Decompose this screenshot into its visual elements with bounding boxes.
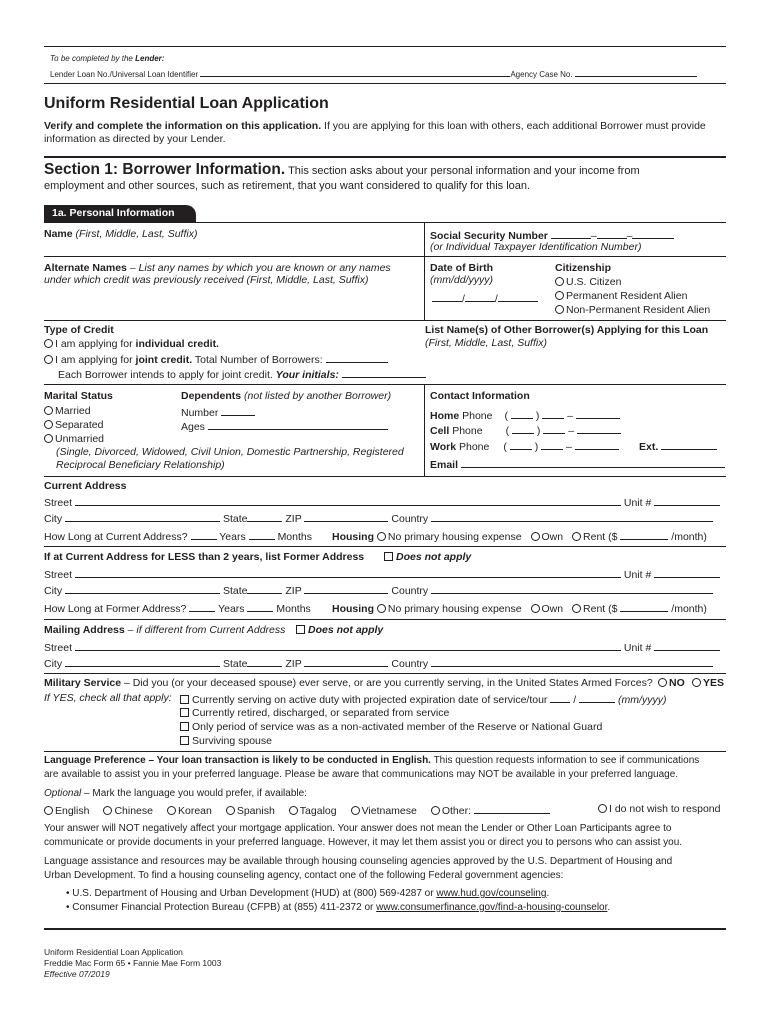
radio-icon xyxy=(692,678,701,687)
radio-icon xyxy=(555,305,564,314)
rule-credit xyxy=(44,320,726,321)
radio-icon xyxy=(572,604,581,613)
dependents-number-field[interactable]: Number xyxy=(181,405,255,419)
checkbox-icon xyxy=(180,695,189,704)
military-surviving-spouse-checkbox[interactable]: Surviving spouse xyxy=(180,735,272,747)
language-question-line2: are available to assist you in your preferred language. Please be aware that communications may NOT be available in your preferred language. xyxy=(44,769,679,780)
language-notice-1: Your answer will NOT negatively affect your mortgage application. Your answer does not mean the Lender or Other Loan Participants agree to xyxy=(44,823,672,834)
radio-icon xyxy=(572,532,581,541)
rule-former xyxy=(44,546,726,547)
name-bottom-rule xyxy=(44,256,424,257)
current-city-field[interactable]: City State ZIP Country xyxy=(44,511,713,525)
mailing-city-field[interactable]: City State ZIP Country xyxy=(44,656,713,670)
unmarried-hint: (Single, Divorced, Widowed, Civil Union, Domestic Partnership, Registered xyxy=(56,446,404,458)
military-question: Military Service – Did you (or your deceased spouse) ever serve, or are you currently serving, in the United States Armed Forces? xyxy=(44,677,653,689)
footer-forms: Freddie Mac Form 65 • Fannie Mae Form 1003 xyxy=(44,958,222,968)
radio-icon xyxy=(44,806,53,815)
lender-box-top-border xyxy=(44,46,726,47)
rule-mailing xyxy=(44,619,726,620)
citizenship-permanent-radio[interactable]: Permanent Resident Alien xyxy=(555,290,687,302)
mailing-address-label: Mailing Address – if different from Current Address xyxy=(44,624,286,636)
radio-icon xyxy=(531,604,540,613)
rule-marital xyxy=(44,384,438,385)
footer-effective: Effective 07/2019 xyxy=(44,969,110,979)
radio-icon xyxy=(598,804,607,813)
cfpb-contact: • Consumer Financial Protection Bureau (CFPB) at (855) 411-2372 or www.consumerfinance.gov/find-a-housing-counselor. xyxy=(66,902,611,913)
language-spanish-radio[interactable]: Spanish xyxy=(226,805,275,817)
section-rule xyxy=(44,156,726,158)
cfpb-link[interactable]: www.consumerfinance.gov/find-a-housing-counselor xyxy=(376,902,608,913)
individual-credit-radio[interactable]: I am applying for individual credit. xyxy=(44,338,219,350)
alternate-names-hint: under which credit was previously received (First, Middle, Last, Suffix) xyxy=(44,274,369,286)
language-question: Language Preference – Your loan transaction is likely to be conducted in English. This question requests information to see if communications xyxy=(44,755,700,766)
checkbox-icon xyxy=(180,736,189,745)
language-notice-2: Language assistance and resources may be available through housing counseling agencies approved by the U.S. Department of Housing and xyxy=(44,856,673,867)
section-title: Section 1: Borrower Information. This section asks about your personal information and your income from xyxy=(44,161,640,178)
language-options xyxy=(44,803,550,817)
rule-contact xyxy=(424,384,726,385)
radio-icon xyxy=(377,532,386,541)
divider-name-ssn xyxy=(424,222,425,320)
mailing-not-apply-checkbox[interactable]: Does not apply xyxy=(296,624,383,636)
checkbox-icon xyxy=(384,552,393,561)
radio-icon xyxy=(289,806,298,815)
dependents-ages-field[interactable]: Ages xyxy=(181,419,388,433)
radio-icon xyxy=(658,678,667,687)
radio-icon xyxy=(351,806,360,815)
footer-title: Uniform Residential Loan Application xyxy=(44,947,183,957)
intro-text: Verify and complete the information on this application. If you are applying for this loan with others, each additional Borrower must provide xyxy=(44,120,706,132)
checkbox-icon xyxy=(296,625,305,634)
tab-rule xyxy=(44,222,726,223)
form-title: Uniform Residential Loan Application xyxy=(44,95,329,112)
footer-rule xyxy=(44,928,726,930)
home-phone-field[interactable]: Home Phone ( ) – xyxy=(430,408,620,422)
rule-current-address xyxy=(44,476,726,477)
radio-icon xyxy=(44,355,53,364)
marital-status-label: Marital Status xyxy=(44,390,113,402)
military-if-yes: If YES, check all that apply: xyxy=(44,692,172,704)
ssn-field[interactable]: Social Security Number – – xyxy=(430,228,674,242)
mailing-street-field[interactable]: Street Unit # xyxy=(44,640,720,654)
former-housing-options[interactable]: Housing No primary housing expense Own Rent ($ /month) xyxy=(332,603,707,615)
military-yes-radio[interactable]: YES xyxy=(692,677,724,689)
former-city-field[interactable]: City State ZIP Country xyxy=(44,583,713,597)
current-how-long-field[interactable]: How Long at Current Address? Years Months xyxy=(44,531,312,543)
language-korean-radio[interactable]: Korean xyxy=(167,805,212,817)
unmarried-hint-2: Reciprocal Beneficiary Relationship) xyxy=(56,459,225,471)
radio-icon xyxy=(103,806,112,815)
hud-link[interactable]: www.hud.gov/counseling xyxy=(436,888,547,899)
contact-label: Contact Information xyxy=(430,390,530,402)
joint-credit-radio[interactable]: I am applying for joint credit. Total Number of Borrowers: xyxy=(44,352,388,366)
current-housing-options[interactable]: Housing No primary housing expense Own Rent ($ /month) xyxy=(332,531,707,543)
radio-icon xyxy=(44,434,53,443)
section-1a-tab: 1a. Personal Information xyxy=(44,205,196,222)
language-no-response-radio[interactable]: I do not wish to respond xyxy=(598,803,721,815)
radio-icon xyxy=(377,604,386,613)
lender-box-bottom-border xyxy=(44,83,726,84)
loan-number-field[interactable]: Lender Loan No./Universal Loan Identifier Agency Case No. xyxy=(50,66,697,79)
ssn-hint: (or Individual Taxpayer Identification Number) xyxy=(430,241,642,253)
cell-phone-field[interactable]: Cell Phone ( ) – xyxy=(430,423,621,437)
dob-hint: (mm/dd/yyyy) xyxy=(430,274,493,286)
language-notice-1b: communicate or provide documents in your preferred language. However, it may let them assist you or direct you to persons who can assist you. xyxy=(44,837,683,848)
military-active-duty-checkbox[interactable]: Currently serving on active duty with projected expiration date of service/tour / (mm/yyyy) xyxy=(180,692,666,706)
radio-icon xyxy=(226,806,235,815)
marital-married-radio[interactable]: Married xyxy=(44,405,91,417)
language-optional: Optional – Mark the language you would prefer, if available: xyxy=(44,788,307,799)
radio-icon xyxy=(555,291,564,300)
radio-icon xyxy=(555,277,564,286)
checkbox-icon xyxy=(180,722,189,731)
language-notice-2b: Urban Development. To find a housing counseling agency, contact one of the following Federal government agencies: xyxy=(44,870,564,881)
military-reserve-checkbox[interactable]: Only period of service was as a non-activated member of the Reserve or National Guard xyxy=(180,721,602,733)
section-desc: employment and other sources, such as retirement, that you want considered to qualify for this loan. xyxy=(44,180,531,192)
radio-icon xyxy=(44,406,53,415)
other-borrowers-label: List Name(s) of Other Borrower(s) Applying for this Loan xyxy=(425,324,709,336)
marital-separated-radio[interactable]: Separated xyxy=(44,419,103,431)
radio-icon xyxy=(44,339,53,348)
rule-language xyxy=(44,751,726,752)
citizenship-us-radio[interactable]: U.S. Citizen xyxy=(555,276,621,288)
ssn-bottom-rule xyxy=(424,256,726,257)
former-not-apply-checkbox[interactable]: Does not apply xyxy=(384,551,471,563)
citizenship-nonpermanent-radio[interactable]: Non-Permanent Resident Alien xyxy=(555,304,710,316)
current-address-label: Current Address xyxy=(44,480,127,492)
language-tagalog-radio[interactable]: Tagalog xyxy=(289,805,337,817)
work-phone-field[interactable]: Work Phone ( ) – xyxy=(430,439,619,453)
other-borrowers-hint: (First, Middle, Last, Suffix) xyxy=(425,337,547,349)
radio-icon xyxy=(44,420,53,429)
former-address-label: If at Current Address for LESS than 2 years, list Former Address xyxy=(44,551,365,563)
radio-icon xyxy=(167,806,176,815)
agency-case-label: Agency Case No. xyxy=(510,70,573,79)
rule-military xyxy=(44,673,726,674)
former-how-long-field[interactable]: How Long at Former Address? Years Months xyxy=(44,603,311,615)
joint-credit-initials[interactable]: Each Borrower intends to apply for joint credit. Your initials: xyxy=(58,367,426,381)
lender-note: To be completed by the Lender: xyxy=(50,54,165,63)
former-street-field[interactable]: Street Unit # xyxy=(44,567,720,581)
language-chinese-radio[interactable]: Chinese xyxy=(103,805,153,817)
language-vietnamese-radio[interactable]: Vietnamese xyxy=(351,805,417,817)
hud-contact: • U.S. Department of Housing and Urban Development (HUD) at (800) 569-4287 or www.hud.gov/counseling. xyxy=(66,888,550,899)
intro-text-line2: information as directed by your Lender. xyxy=(44,133,226,145)
name-field[interactable]: Name (First, Middle, Last, Suffix) xyxy=(44,228,198,240)
current-street-field[interactable]: Street Unit # xyxy=(44,495,720,509)
military-no-radio[interactable]: NO xyxy=(658,677,685,689)
divider-contact xyxy=(424,384,425,476)
credit-type-label: Type of Credit xyxy=(44,324,114,336)
language-other-radio[interactable]: Other: xyxy=(431,805,550,817)
dependents-label: Dependents (not listed by another Borrower) xyxy=(181,390,392,402)
marital-unmarried-radio[interactable]: Unmarried xyxy=(44,433,104,445)
citizenship-label: Citizenship xyxy=(555,262,612,274)
language-english-radio[interactable]: English xyxy=(44,805,89,817)
dob-input[interactable]: / / xyxy=(432,291,538,305)
radio-icon xyxy=(431,806,440,815)
military-retired-checkbox[interactable]: Currently retired, discharged, or separated from service xyxy=(180,707,449,719)
work-ext-field[interactable]: Ext. xyxy=(639,439,717,453)
checkbox-icon xyxy=(180,708,189,717)
alternate-names-field[interactable]: Alternate Names – List any names by which you are known or any names xyxy=(44,262,391,274)
dob-label: Date of Birth xyxy=(430,262,493,274)
email-field[interactable]: Email xyxy=(430,457,725,471)
radio-icon xyxy=(531,532,540,541)
